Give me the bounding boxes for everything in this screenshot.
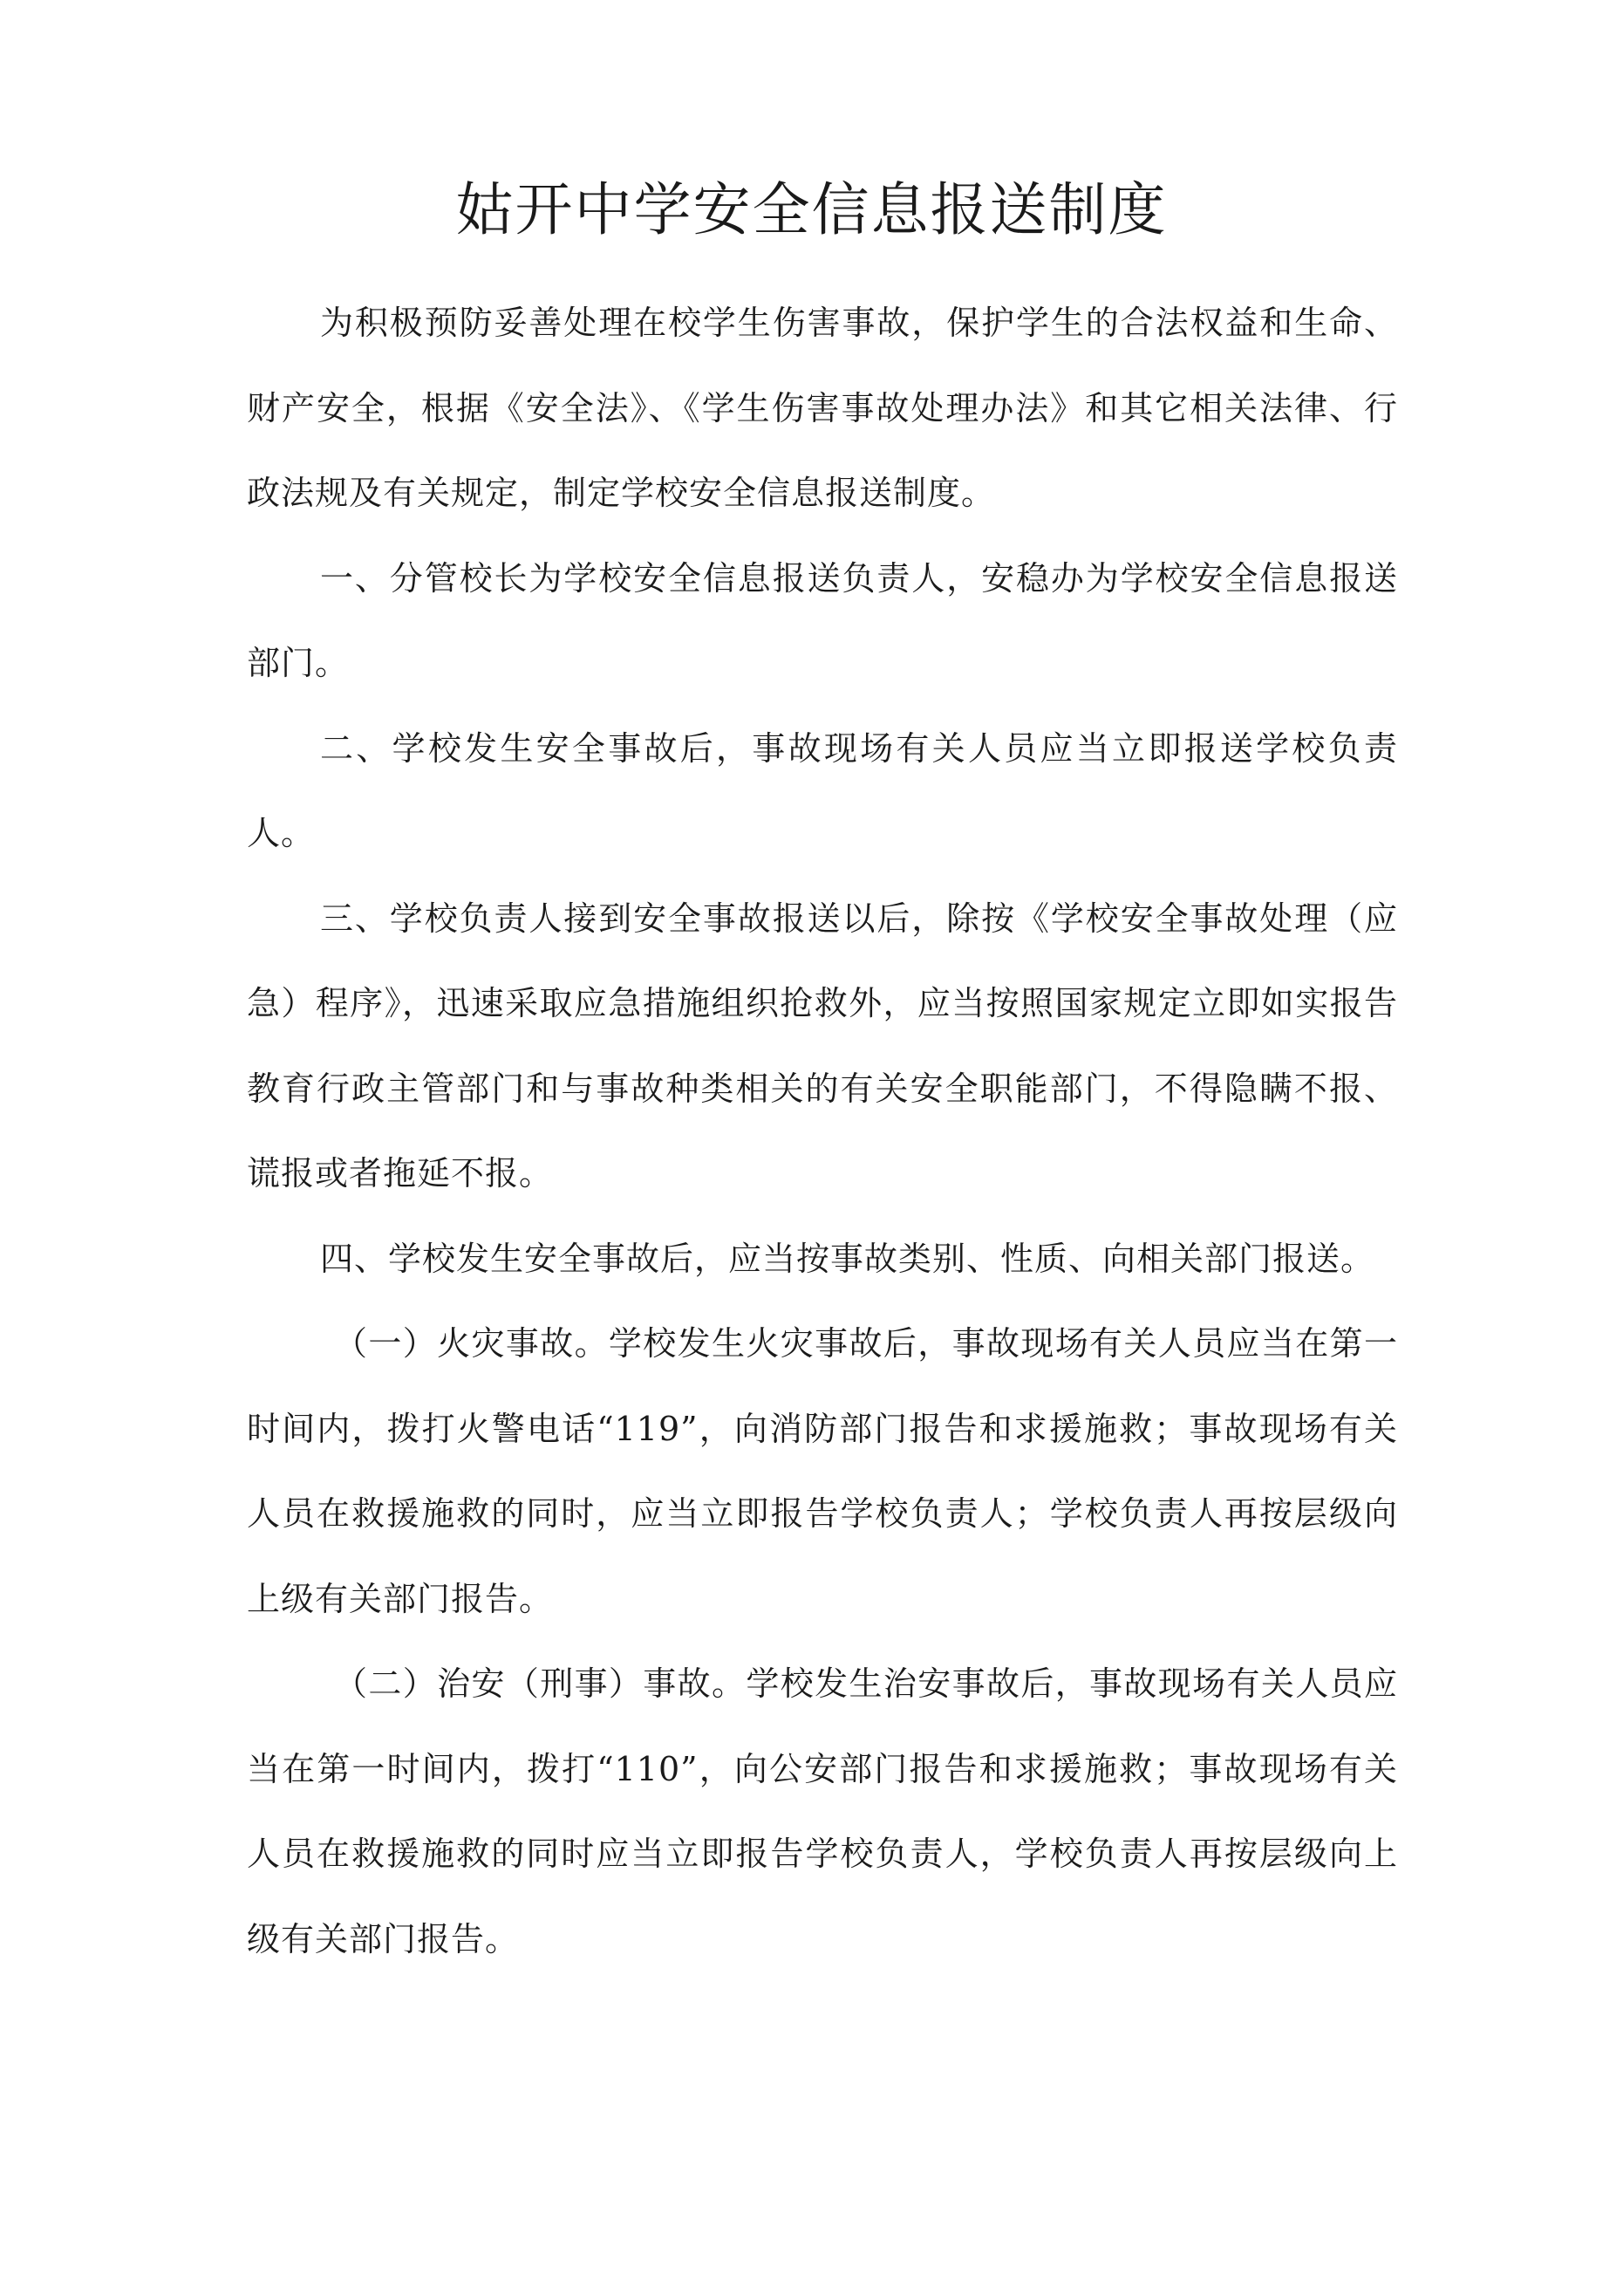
paragraph-item-1: 一、分管校长为学校安全信息报送负责人，安稳办为学校安全信息报送部门。	[247, 558, 1398, 682]
paragraph-item-4: 四、学校发生安全事故后，应当按事故类别、性质、向相关部门报送。	[320, 1239, 1375, 1278]
document-title: 姑开中学安全信息报送制度	[455, 176, 1168, 243]
paragraph-item-2: 二、学校发生安全事故后，事故现场有关人员应当立即报送学校负责人。	[247, 728, 1398, 852]
paragraph-subitem-security: （二）治安（刑事）事故。学校发生治安事故后，事故现场有关人员应当在第一时间内，拨打“110”，向公安部门报告和求援施救；事故现场有关人员在救援施救的同时应当立即报告学校负责人，学校负责人再按层级向上级有关部门报告。	[247, 1664, 1398, 1958]
paragraph-subitem-fire: （一）火灾事故。学校发生火灾事故后，事故现场有关人员应当在第一时间内，拨打火警电话“119”，向消防部门报告和求援施救；事故现场有关人员在救援施救的同时，应当立即报告学校负责人；学校负责人再按层级向上级有关部门报告。	[247, 1324, 1398, 1618]
document-body	[247, 281, 1398, 1982]
paragraph-item-3: 三、学校负责人接到安全事故报送以后，除按《学校安全事故处理（应急）程序》，迅速采取应急措施组织抢救外，应当按照国家规定立即如实报告教育行政主管部门和与事故种类相关的有关安全职能部门，不得隐瞒不报、谎报或者拖延不报。	[247, 899, 1398, 1192]
paragraph-intro: 为积极预防妥善处理在校学生伤害事故，保护学生的合法权益和生命、财产安全，根据《安全法》、《学生伤害事故处理办法》和其它相关法律、行政法规及有关规定，制定学校安全信息报送制度。	[247, 304, 1398, 512]
